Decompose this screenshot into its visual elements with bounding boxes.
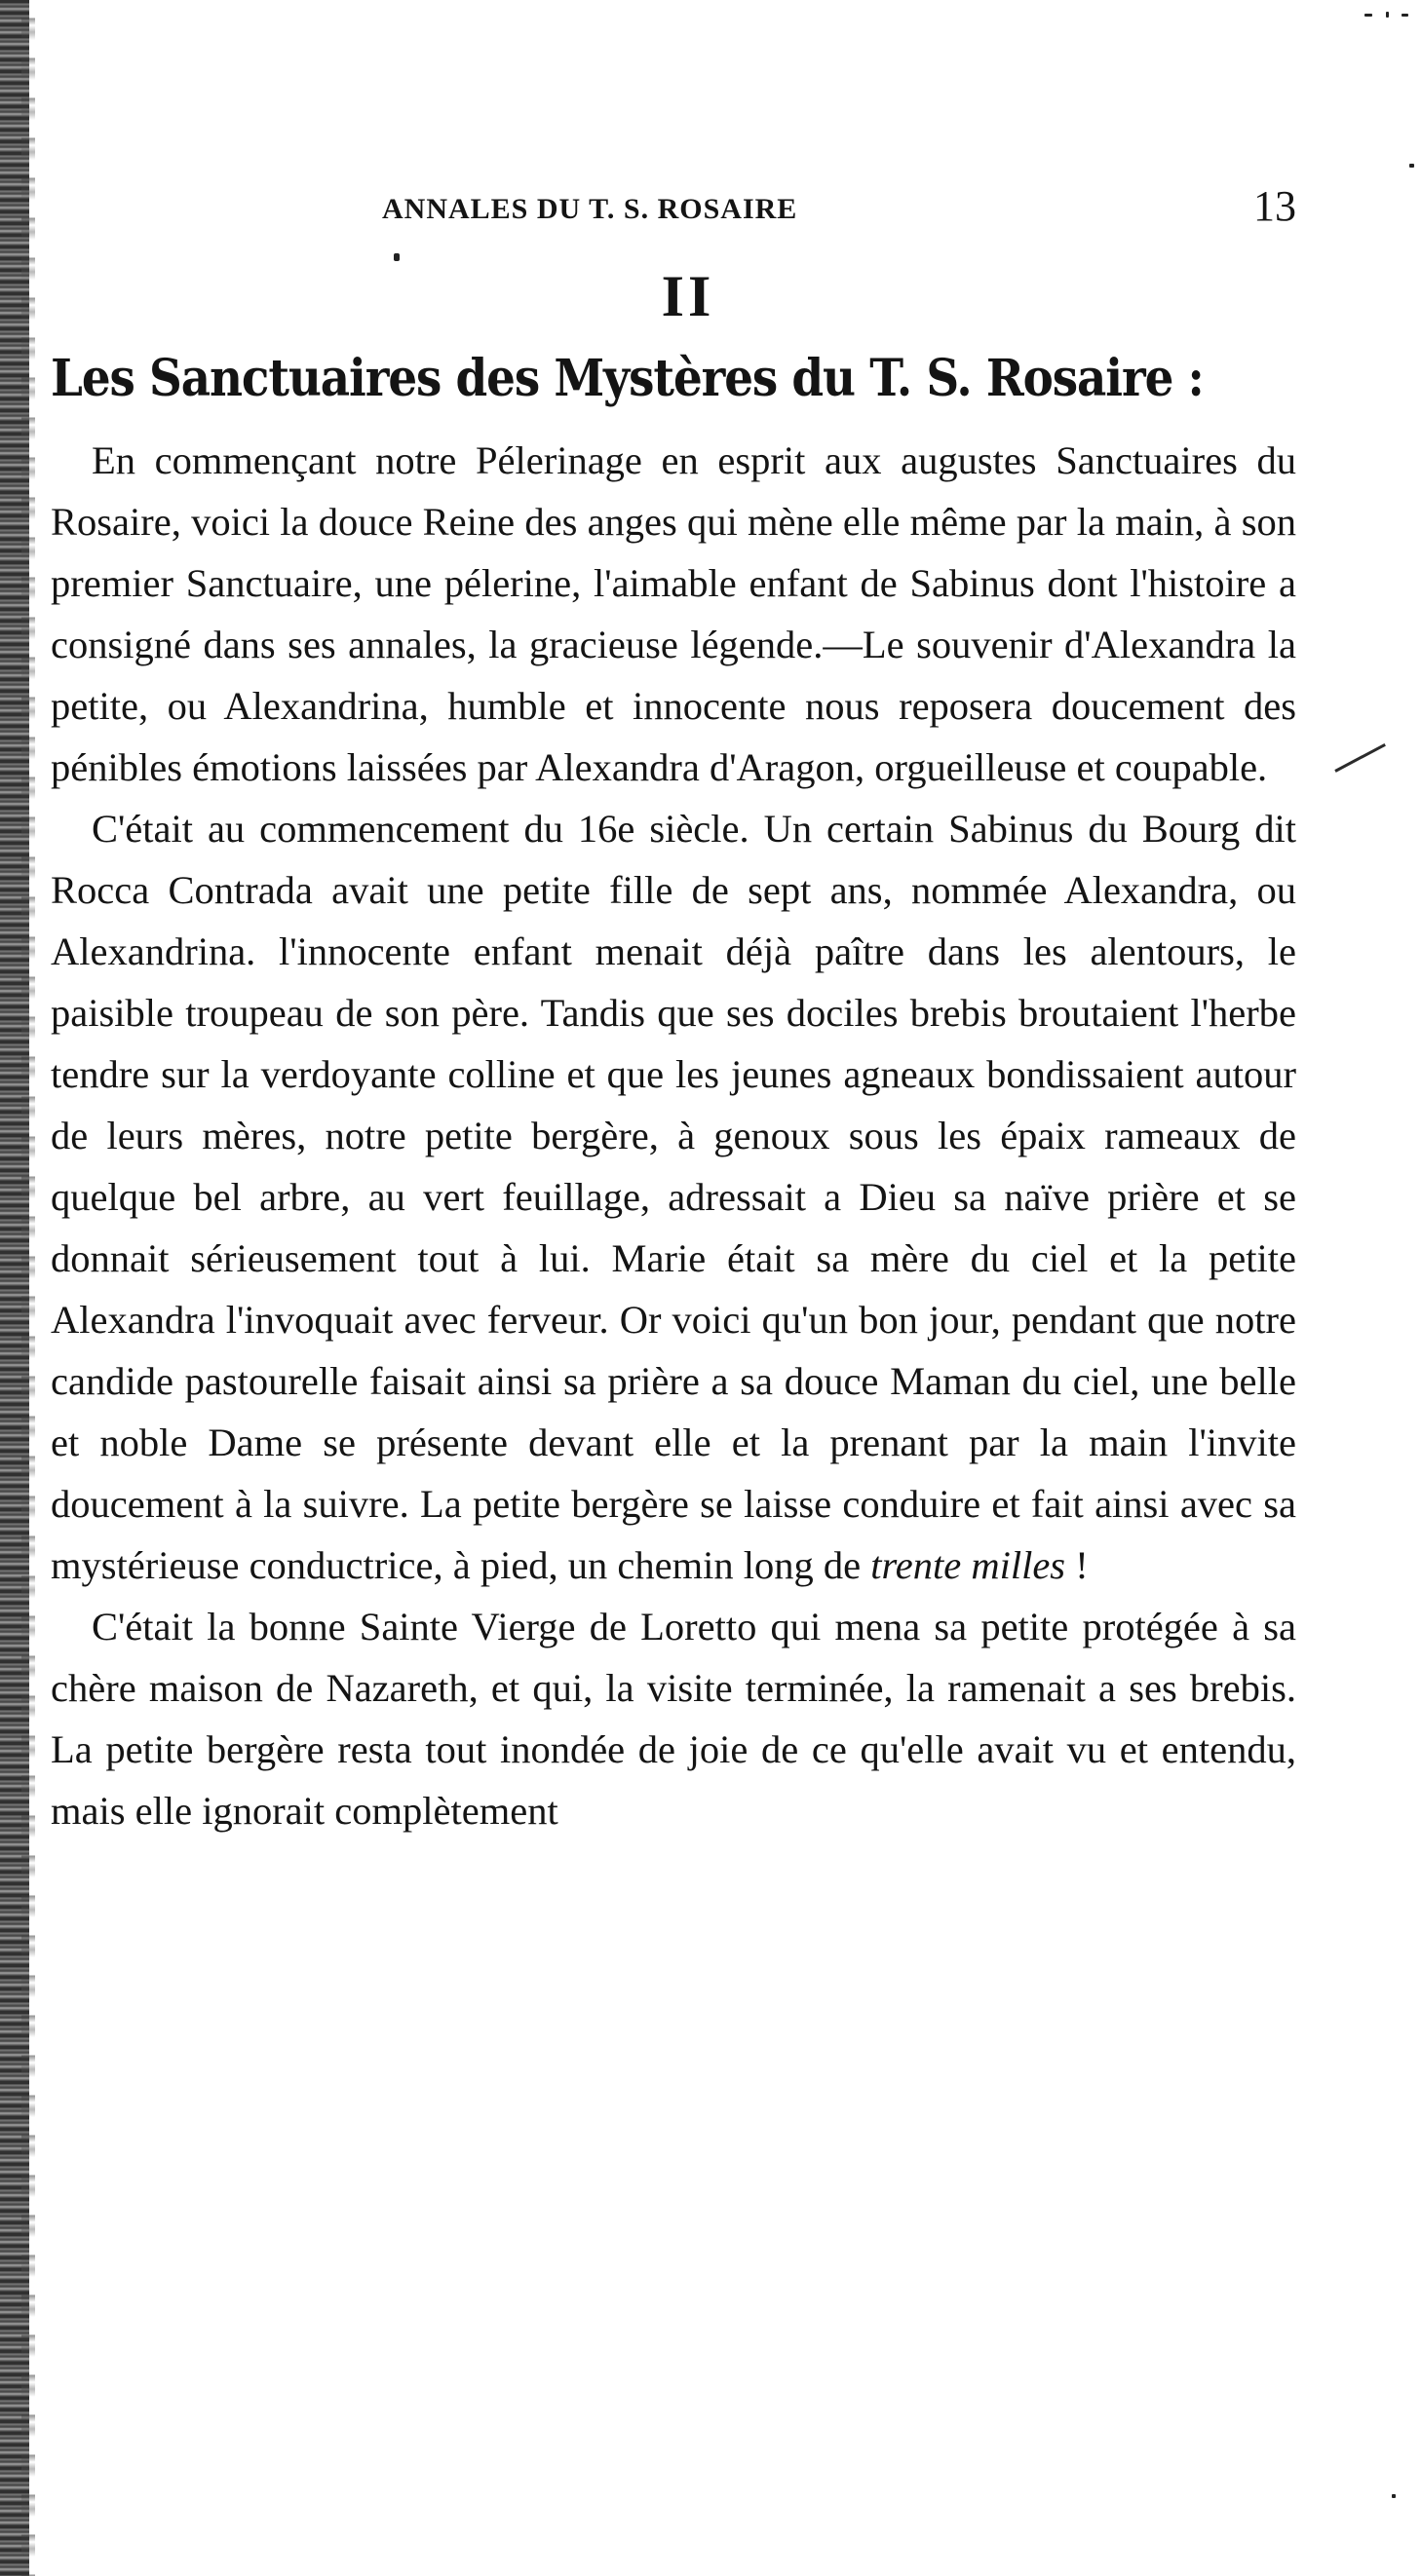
- section-title: Les Sanctuaires des Mystères du T. S. Rosaire :: [51, 349, 1204, 408]
- book-page: [51, 175, 1296, 1841]
- book-binding-edge: [0, 0, 29, 2576]
- emphasis-trente-milles: trente milles: [870, 1543, 1066, 1587]
- body-text: [51, 430, 1296, 1841]
- page-number: 13: [1253, 182, 1296, 230]
- margin-specks: [1333, 0, 1421, 2576]
- running-title: ANNALES DU T. S. ROSAIRE: [382, 193, 798, 225]
- paragraph-3: C'était la bonne Sainte Vierge de Loretto qui mena sa petite protégée à sa chère maison de Nazareth, et qui, la visite terminée, la ramenait a ses brebis. La petite bergère resta tout inondée de joie de ce qu'elle avait vu et entendu, mais elle ignorait complètement: [51, 1605, 1296, 1833]
- paragraph-1: En commençant notre Pélerinage en esprit aux augustes Sanctuaires du Rosaire, voici la douce Reine des anges qui mène elle même par la main, à son premier Sanctuaire, une pélerine, l'aimable enfant de Sabinus dont l'histoire a consigné dans ses annales, la gracieuse légende.—Le souvenir d'Alexandra la petite, ou Alexandrina, humble et innocente nous reposera doucement des pénibles émotions laissées par Alexandra d'Aragon, orgueilleuse et coupable.: [51, 438, 1296, 789]
- section-number: II: [661, 264, 715, 328]
- paragraph-2: C'était au commencement du 16e siècle. Un certain Sabinus du Bourg dit Rocca Contrada avait une petite fille de sept ans, nommée Alexandra, ou Alexandrina. l'innocente enfant menait déjà paître dans les alentours, le paisible troupeau de son père. Tandis que ses dociles brebis broutaient l'herbe tendre sur la verdoyante colline et que les jeunes agneaux bondissaient autour de leurs mères, notre petite bergère, à genoux sous les épaix rameaux de quelque bel arbre, au vert feuillage, adressait a Dieu sa naïve prière et se donnait sérieusement tout à lui. Marie était sa mère du ciel et la petite Alexandra l'invoquait avec ferveur. Or voici qu'un bon jour, pendant que notre candide pastourelle faisait ainsi sa prière a sa douce Maman du ciel, une belle et noble Dame se présente devant elle et la prenant par la main l'invite doucement à la suivre. La petite bergère se laisse conduire et fait ainsi avec sa mystérieuse conductrice, à pied, un chemin long de trente milles !: [51, 807, 1296, 1587]
- ink-dot: [394, 253, 400, 261]
- running-header: [51, 175, 1296, 234]
